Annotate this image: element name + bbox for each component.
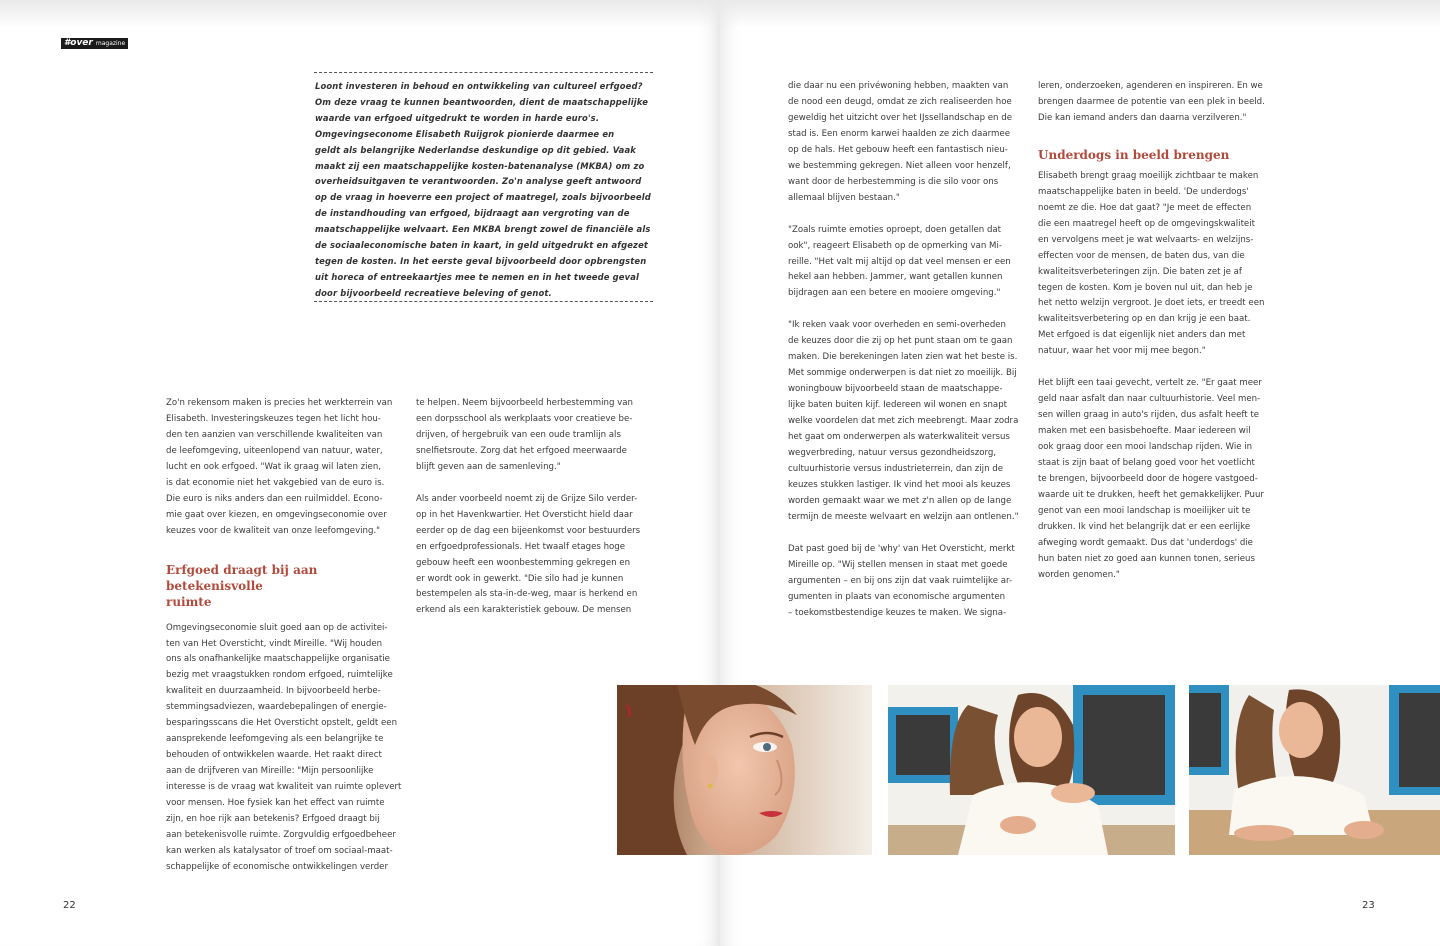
heading-erfgoed: Erfgoed draagt bij aan betekenisvolle ruimte xyxy=(166,562,318,609)
column-3-paragraph-1: die daar nu een privéwoning hebben, maakten van de nood een deugd, omdat ze zich realiseerden hoe geweldig het uitzicht over het IJssellandschap en de stad is. Een enorm karwei haalden ze zich daarmee op de hals. Het gebouw heeft een fantastisch nieu- we bestemming gekregen. Niet alleen voor henzelf, want door de herbestemming is die silo voor ons allemaal blijven bestaan." xyxy=(788,81,1012,203)
top-shadow xyxy=(0,0,1440,28)
intro-box xyxy=(314,72,653,302)
photo-woman-gesturing xyxy=(888,685,1175,855)
photo-woman-at-table xyxy=(1189,685,1440,855)
column-1-paragraph-2: Omgevingseconomie sluit goed aan op de activitei- ten van Het Oversticht, vindt Mireille. "Wij houden ons als onafhankelijke maatschappelijke organisatie bezig met vraagstukken rondom erfgoed, ruimtelijke kwaliteit en duurzaamheid. In bijvoorbeeld herbe- stemmingsadviezen, waardebepalingen of energie- besparingsscans die Het Oversticht opstelt, geldt een aansprekende leefomgeving als een belangrijke te behouden of ontwikkelen waarde. Het raakt direct aan de drijfveren van Mireille: "Mijn persoonlijke interesse is de vraag wat kwaliteit van ruimte oplevert voor mensen. Hoe fysiek kan het effect van ruimte zijn, en hoe rijk aan betekenis? Erfgoed draagt bij aan betekenisvolle ruimte. Zorgvuldig erfgoedbeheer kan werken als katalysator of troef om sociaal-maat- schappelijke of economische ontwikkelingen verder xyxy=(166,622,402,872)
column-1 xyxy=(166,396,406,876)
photo-portrait-closeup xyxy=(617,685,872,855)
column-4-paragraph-2: Elisabeth brengt graag moeilijk zichtbaar te maken maatschappelijke baten in beeld. 'De underdogs' noemt ze die. Hoe dat gaat? "Je meet de effecten die een maatregel heeft op de omgevingskwaliteit en vervolgens meet je wat welvaarts- en welzijns- effecten voor de mensen, de baten dus, van die kwaliteitsverbeteringen zijn. Die baten zet je af tegen de kosten. Kom je boven nul uit, dan heb je het netto welzijn vergroot. Je doet iets, er treedt een kwaliteitsverbetering op en dan krijg je een baat. Met erfgoed is dat eigenlijk niet anders dan met natuur, waar het voor mij mee begon." xyxy=(1038,170,1265,357)
logo-magazine-text: magazine xyxy=(95,40,126,47)
column-2 xyxy=(416,396,656,619)
column-4-paragraph-3: Het blijft een taai gevecht, vertelt ze. "Er gaat meer geld naar asfalt dan naar cultuurhistorie. Veel men- sen willen graag in auto's rijden, dus asfalt heeft te maken met een basisbehoefte. Maar iedereen wil ook graag door een mooi landschap rijden. Wie in staat is zijn baat of belang goed voor het voetlicht te brengen, bijvoorbeeld door de hogere vastgoed- waarde uit te drukken, heeft het gemakkelijker. Puur genot van een mooi landschap is moeilijker uit te drukken. Ik vind het belangrijk dat er een eerlijke afweging wordt gemaakt. Dus dat 'underdogs' die hun baten niet zo goed aan kunnen tonen, serieus worden genomen." xyxy=(1038,378,1264,580)
column-3 xyxy=(788,79,1028,622)
column-2-paragraph-2: Als ander voorbeeld noemt zij de Grijze Silo verder- op in het Havenkwartier. Het Oversticht hield daar eerder op de dag een bijeenkomst voor bestuurders en erfgoedprofessionals. Het twaalf etages hoge gebouw heeft een woonbestemming gekregen en er wordt ook in gewerkt. "Die silo had je kunnen bestempelen als sta-in-de-weg, maar is herkend en erkend als een karakteristiek gebouw. De mensen xyxy=(416,493,641,616)
column-2-paragraph-1: te helpen. Neem bijvoorbeeld herbestemming van een dorpsschool als werkplaats voor creatieve be- drijven, of hergebruik van een oude tramlijn als snelfietsroute. Zorg dat het erfgoed meerwaarde blijft geven aan de samenleving." xyxy=(416,398,633,472)
column-3-paragraph-3: "Ik reken vaak voor overheden en semi-overheden de keuzes door die zij op het punt staan om te gaan maken. Die berekeningen laten zien wat het beste is. Met sommige onderwerpen is dat niet zo moeilijk. Bij woningbouw bijvoorbeeld staan de maatschappe- lijke baten buiten kijf. Iedereen wil wonen en snapt welke voordelen dat met zich meebrengt. Maar zodra het gaat om onderwerpen als waterkwaliteit versus wegverbreding, natuur versus gezondheidszorg, cultuurhistorie versus industrieterrein, dan zijn de keuzes stukken lastiger. Ik vind het mooi als keuzes worden gemaakt waar we met z'n allen op de lange termijn de meeste welvaart en welzijn aan ontlenen." xyxy=(788,320,1019,522)
intro-text: Loont investeren in behoud en ontwikkeling van cultureel erfgoed? Om deze vraag te kunnen beantwoorden, dient de maatschappelijke waarde van erfgoed uitgedrukt te worden in harde euro's. Omgevingseconome Elisabeth Ruijgrok pionierde daarmee en geldt als belangrijke Nederlandse deskundige op dit gebied. Vaak maakt zij een maatschappelijke kosten-batenanalyse (MKBA) om zo overheidsuitgaven te verantwoorden. Zo'n analyse geeft antwoord op de vraag in hoeverre een project of maatregel, zoals bijvoorbeeld de instandhouding van erfgoed, bijdraagt aan vergroting van de maatschappelijke welvaart. Een MKBA brengt zowel de financiële als de sociaaleconomische baten in kaart, in geld uitgedrukt en afgezet tegen de kosten. In het eerste geval bijvoorbeeld door opbrengsten uit horeca of entreekaartjes mee te nemen en in het tweede geval door bijvoorbeeld recreatieve beleving of genot. xyxy=(315,81,651,298)
column-4 xyxy=(1038,79,1278,584)
logo-hash-text: #over xyxy=(64,38,93,48)
page-number-left: 22 xyxy=(63,900,76,911)
column-1-paragraph-1: Zo'n rekensom maken is precies het werkterrein van Elisabeth. Investeringskeuzes tegen het licht hou- den ten aanzien van verschillende kwaliteiten van de leefomgeving, uiteenlopend van natuur, water, lucht en ook erfgoed. "Wat ik graag wil laten zien, is dat economie niet het vakgebied van de euro is. Die euro is niks anders dan een ruilmiddel. Econo- mie gaat over kiezen, en omgevingseconomie over keuzes voor de kwaliteit van onze leefomgeving." xyxy=(166,398,393,536)
column-3-paragraph-2: "Zoals ruimte emoties oproept, doen getallen dat ook", reageert Elisabeth op de opmerking van Mi- reille. "Het valt mij altijd op dat veel mensen er een hekel aan hebben. Jammer, want getallen kunnen bijdragen aan een betere en mooiere omgeving." xyxy=(788,224,1011,299)
heading-underdogs: Underdogs in beeld brengen xyxy=(1038,147,1230,162)
column-4-paragraph-1: leren, onderzoeken, agenderen en inspireren. En we brengen daarmee de potentie van een plek in beeld. Die kan iemand anders dan daarna verzilveren." xyxy=(1038,81,1265,123)
page-number-right: 23 xyxy=(1362,900,1375,911)
magazine-logo xyxy=(61,38,128,49)
column-3-paragraph-4: Dat past goed bij de 'why' van Het Oversticht, merkt Mireille op. "Wij stellen mensen in staat met goede argumenten – en bij ons zijn dat vaak ruimtelijke ar- gumenten in plaats van economische argumenten – toekomstbestendige keuzes te maken. We signa- xyxy=(788,543,1015,618)
